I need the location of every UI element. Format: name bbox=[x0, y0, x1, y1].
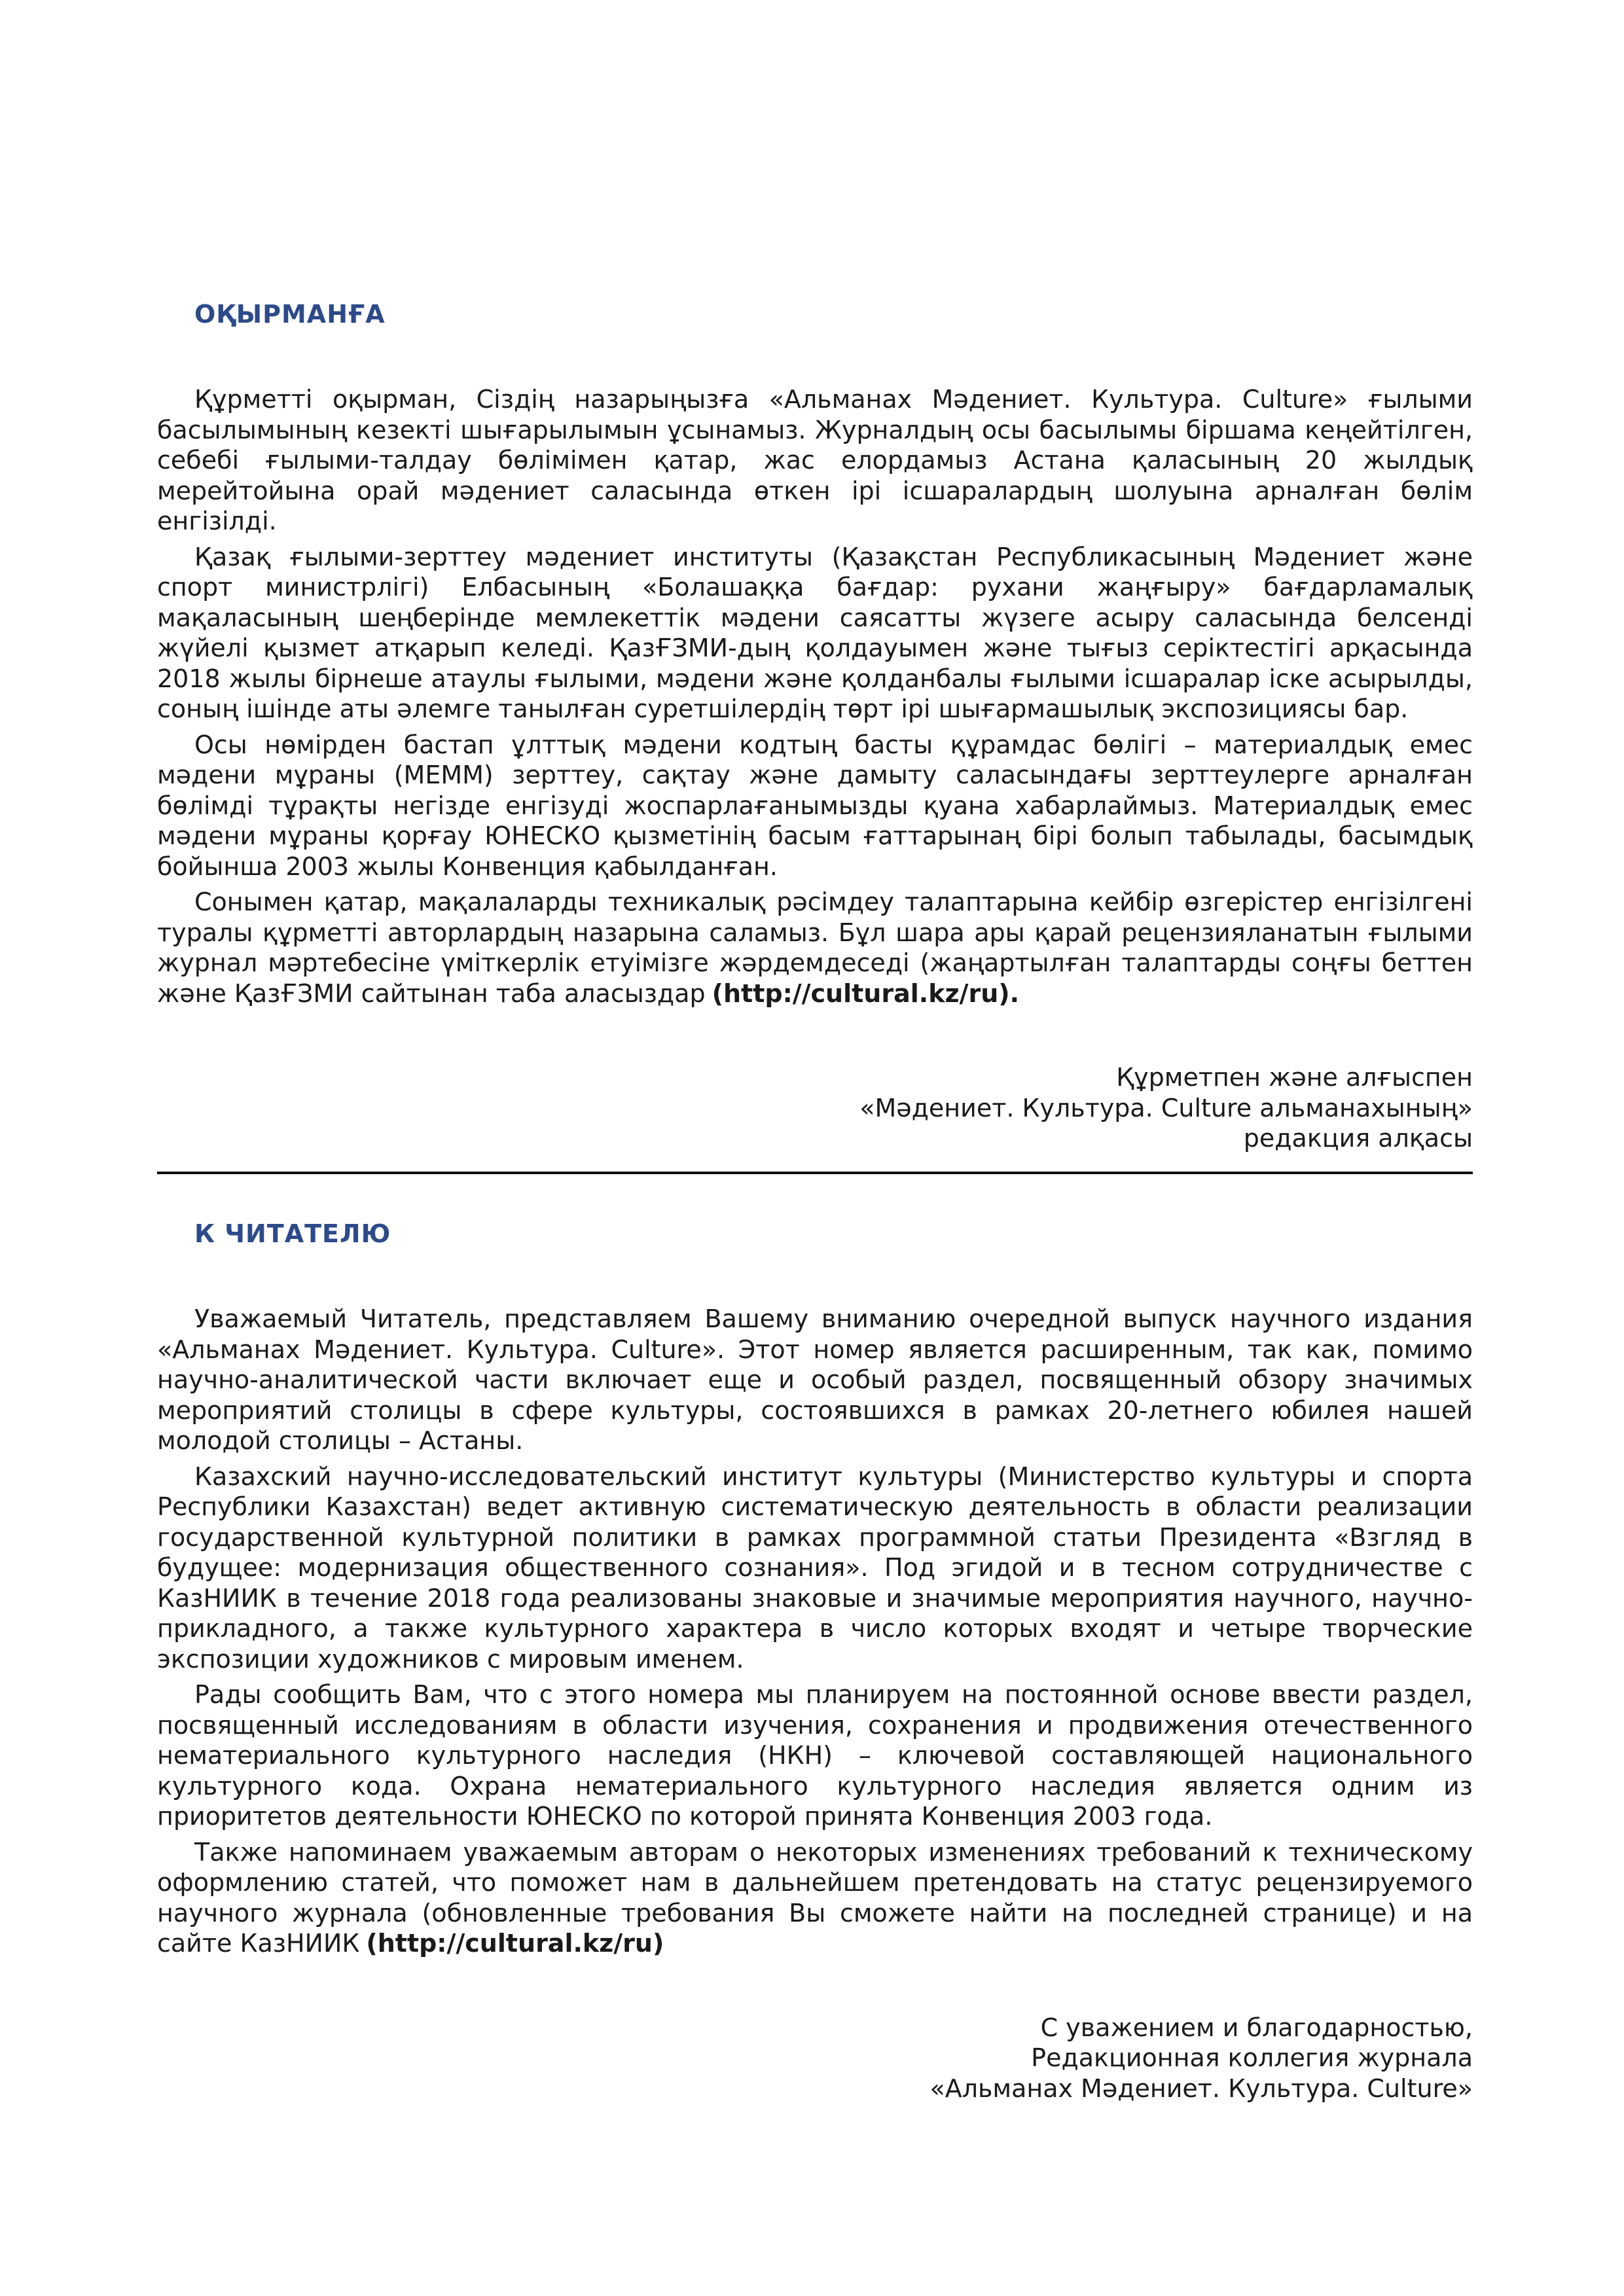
russian-paragraph-3: Рады сообщить Вам, что с этого номера мы планируем на постоянной основе ввести раздел, посвященный исследованиям в области изучения, сохранения и продвижения отечественного нематериального культурного наследия (НКН) – ключевой составляющей национального культурного кода. Охрана нематериального культурного наследия является одним из приоритетов деятельности ЮНЕСКО по которой принята Конвенция 2003 года. bbox=[157, 1680, 1473, 1831]
kazakh-section bbox=[157, 298, 1473, 1154]
section-divider bbox=[157, 1172, 1473, 1174]
kazakh-signature-line-3: редакция алқасы bbox=[1243, 1124, 1473, 1153]
russian-signature bbox=[157, 2013, 1473, 2104]
russian-site-link[interactable]: (http://cultural.kz/ru) bbox=[366, 1929, 664, 1958]
kazakh-paragraph-3: Осы нөмірден бастап ұлттық мәдени кодтың басты құрамдас бөлігі – материалдық емес мәдени мұраны (МЕММ) зерттеу, сақтау және дамыту саласындағы зерттеулерге арналған бөлімді тұрақты негізде енгізуді жоспарлағанымызды қуана хабарлаймыз. Материалдық емес мәдени мұраны қорғау ЮНЕСКО қызметінің басым ғаттарынаң бірі болып табылады, басымдық бойынша 2003 жылы Конвенция қабылданған. bbox=[157, 730, 1473, 881]
kazakh-paragraph-1: Құрметті оқырман, Сіздің назарыңызға «Альманах Мәдениет. Культура. Culture» ғылыми басылымының кезекті шығарылымын ұсынамыз. Журналдың осы басылымы біршама кеңейтілген, себебі ғылыми-талдау бөлімімен қатар, жас елордамыз Астана қаласының 20 жылдық мерейтойына орай мәдениет саласында өткен ірі ісшаралардың шолуына арналған бөлім енгізілді. bbox=[157, 385, 1473, 535]
russian-paragraph-1: Уважаемый Читатель, представляем Вашему вниманию очередной выпуск научного издания «Альманах Мәдениет. Культура. Culture». Этот номер является расширенным, так как, помимо научно-аналитической части включает еще и особый раздел, посвященный обзору значимых мероприятий столицы в сфере культуры, состоявшихся в рамках 20-летнего юбилея нашей молодой столицы – Астаны. bbox=[157, 1304, 1473, 1455]
kazakh-signature bbox=[157, 1062, 1473, 1154]
russian-paragraph-4 bbox=[157, 1837, 1473, 1959]
kazakh-site-link[interactable]: (http://cultural.kz/ru). bbox=[712, 978, 1020, 1008]
russian-heading: К ЧИТАТЕЛЮ bbox=[194, 1219, 391, 1248]
russian-section bbox=[157, 1217, 1473, 2104]
russian-signature-line-3: «Альманах Мәдениет. Культура. Culture» bbox=[929, 2073, 1473, 2103]
kazakh-paragraph-4 bbox=[157, 887, 1473, 1009]
kazakh-signature-line-2: «Мәдениет. Культура. Culture альманахының» bbox=[859, 1093, 1473, 1122]
russian-signature-line-2: Редакционная коллегия журнала bbox=[1031, 2043, 1473, 2072]
russian-paragraph-2: Казахский научно-исследовательский институт культуры (Министерство культуры и спорта Республики Казахстан) ведет активную систематическую деятельность в области реализации государственной культурной политики в рамках программной статьи Президента «Взгляд в будущее: модернизация общественного сознания». Под эгидой и в тесном сотрудничестве с КазНИИК в течение 2018 года реализованы знаковые и значимые мероприятия научного, научно-прикладного, а также культурного характера в число которых входят и четыре творческие экспозиции художников с мировым именем. bbox=[157, 1462, 1473, 1674]
kazakh-paragraph-2: Қазақ ғылыми-зерттеу мәдениет институты (Қазақстан Республикасының Мәдениет және спорт министрлігі) Елбасының «Болашаққа бағдар: рухани жаңғыру» бағдарламалық мақаласының шеңберінде мемлекеттік мәдени саясатты жүзеге асыру саласында белсенді жүйелі қызмет атқарып келеді. ҚазҒЗМИ-дың қолдауымен және тығыз серіктестігі арқасында 2018 жылы бірнеше атаулы ғылыми, мәдени және қолданбалы ғылыми ісшаралар іске асырылды, соның ішінде аты әлемге танылған суретшілердің төрт ірі шығармашылық экспозициясы бар. bbox=[157, 542, 1473, 723]
russian-signature-line-1: С уважением и благодарностью, bbox=[1040, 2013, 1473, 2042]
kazakh-signature-line-1: Құрметпен және алғыспен bbox=[1116, 1063, 1473, 1092]
russian-paragraph-4-text: Также напоминаем уважаемым авторам о некоторых изменениях требований к техническому оформлению статей, что поможет нам в дальнейшем претендовать на статус рецензируемого научного журнала (обновленные требования Вы сможете найти на последней странице) и на сайте КазНИИК bbox=[157, 1837, 1473, 1958]
kazakh-paragraph-4-text: Сонымен қатар, мақалаларды техникалық рәсімдеу талаптарына кейбір өзгерістер енгізілгені туралы құрметті авторлардың назарына саламыз. Бұл шара ары қарай рецензияланатын ғылыми журнал мәртебесіне үміткерлік етуімізге жәрдемдеседі (жаңартылған талаптарды соңғы беттен және ҚазҒЗМИ сайтынан таба аласыздар bbox=[157, 888, 1473, 1008]
kazakh-heading: ОҚЫРМАНҒА bbox=[194, 300, 386, 329]
